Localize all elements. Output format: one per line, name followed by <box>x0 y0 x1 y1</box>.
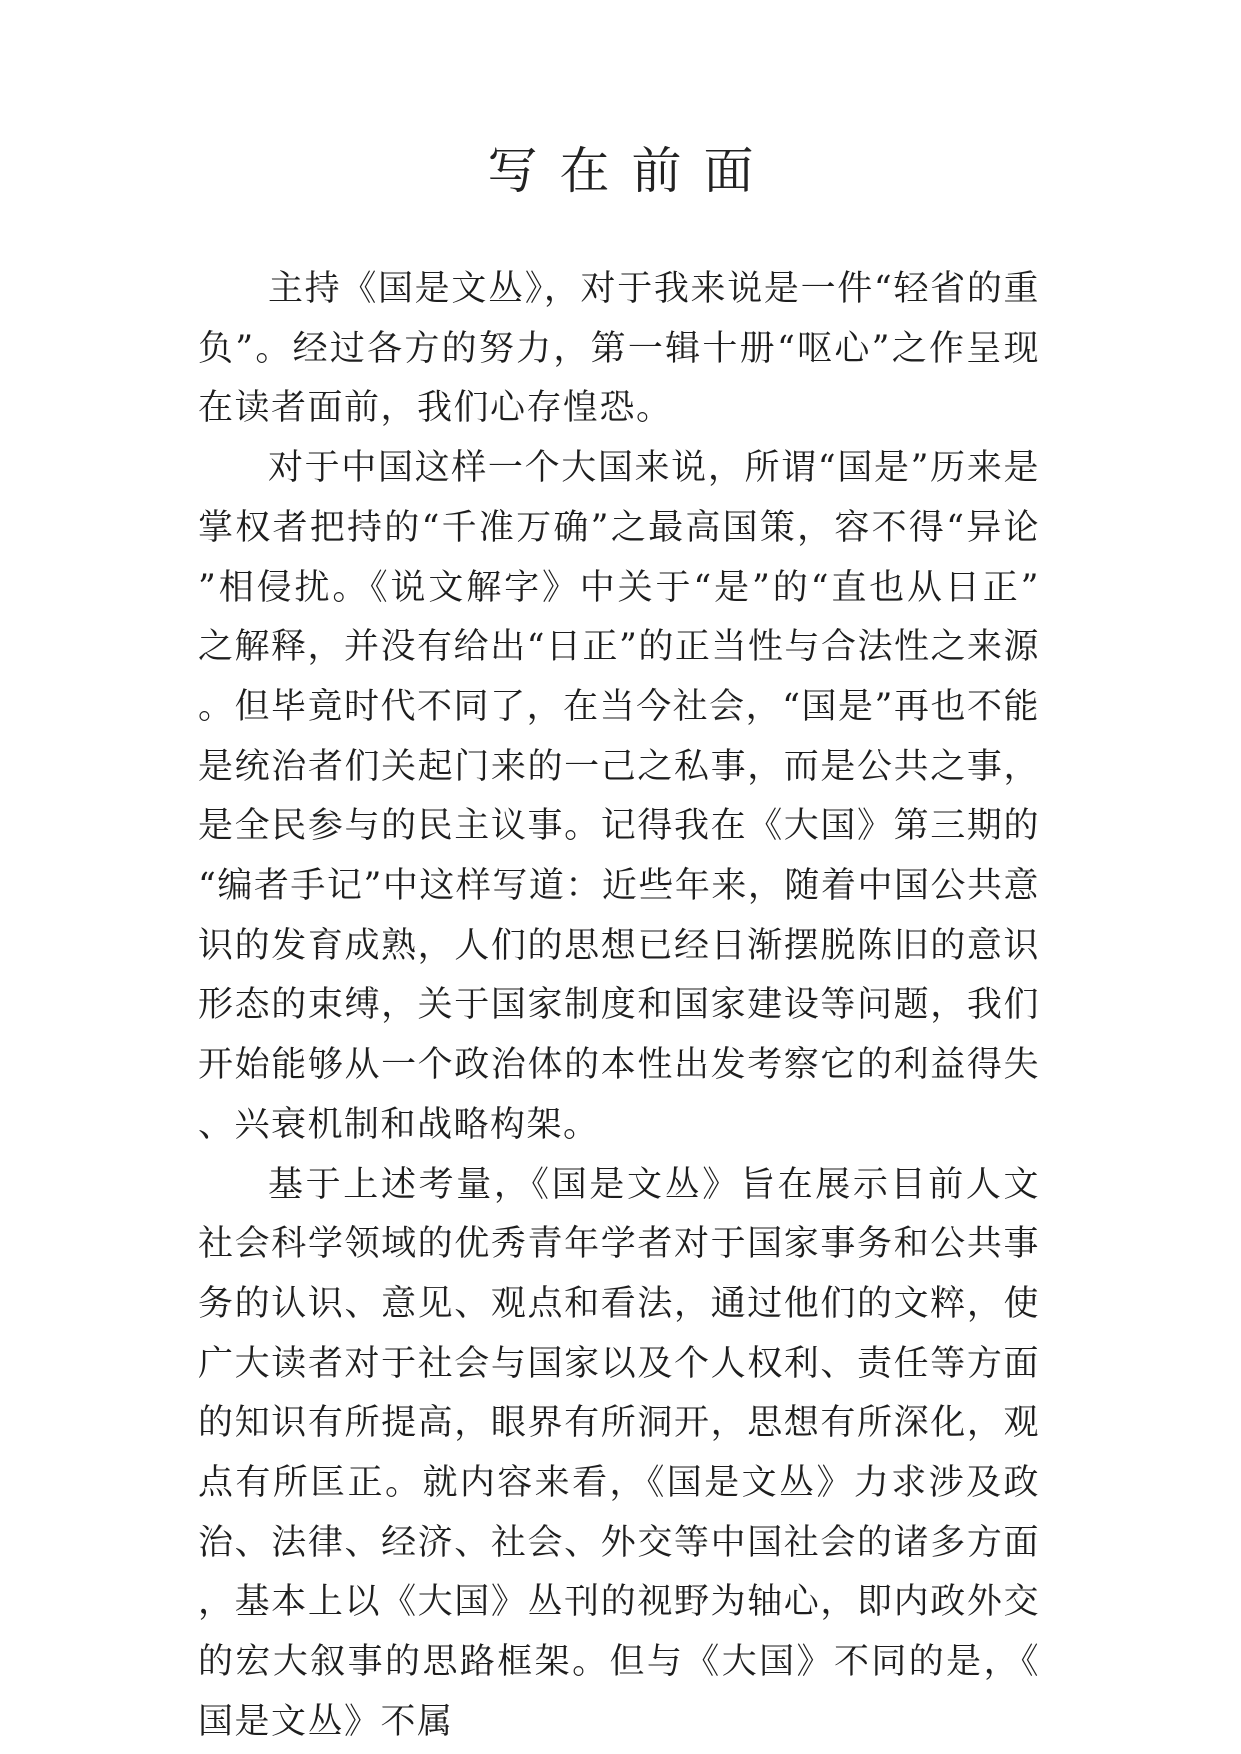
page-title: 写在前面 <box>487 142 776 200</box>
paragraph-2: 对于中国这样一个大国来说，所谓“国是”历来是掌权者把持的“千准万确”之最高国策，容不得“异论”相侵扰。《说文解字》中关于“是”的“直也从日正”之解释，并没有给出“日正”的正当性与合法性之来源。但毕竟时代不同了，在当今社会，“国是”再也不能是统治者们关起门来的一己之私事，而是公共之事，是全民参与的民主议事。记得我在《大国》第三期的“编者手记”中这样写道：近些年来，随着中国公共意识的发育成熟，人们的思想已经日渐摆脱陈旧的意识形态的束缚，关于国家制度和国家建设等问题，我们开始能够从一个政治体的本性出发考察它的利益得失、兴衰机制和战略构架。 <box>198 448 1040 1145</box>
document-body <box>198 260 1040 1753</box>
paragraph-1: 主持《国是文丛》，对于我来说是一件“轻省的重负”。经过各方的努力，第一辑十册“呕心”之作呈现在读者面前，我们心存惶恐。 <box>198 269 1040 429</box>
paragraph-3: 基于上述考量，《国是文丛》旨在展示目前人文社会科学领域的优秀青年学者对于国家事务和公共事务的认识、意见、观点和看法，通过他们的文粹，使广大读者对于社会与国家以及个人权利、责任等方面的知识有所提高，眼界有所洞开，思想有所深化，观点有所匡正。就内容来看，《国是文丛》力求涉及政治、法律、经济、社会、外交等中国社会的诸多方面，基本上以《大国》丛刊的视野为轴心，即内政外交的宏大叙事的思路框架。但与《大国》不同的是，《国是文丛》不属 <box>198 1164 1040 1742</box>
